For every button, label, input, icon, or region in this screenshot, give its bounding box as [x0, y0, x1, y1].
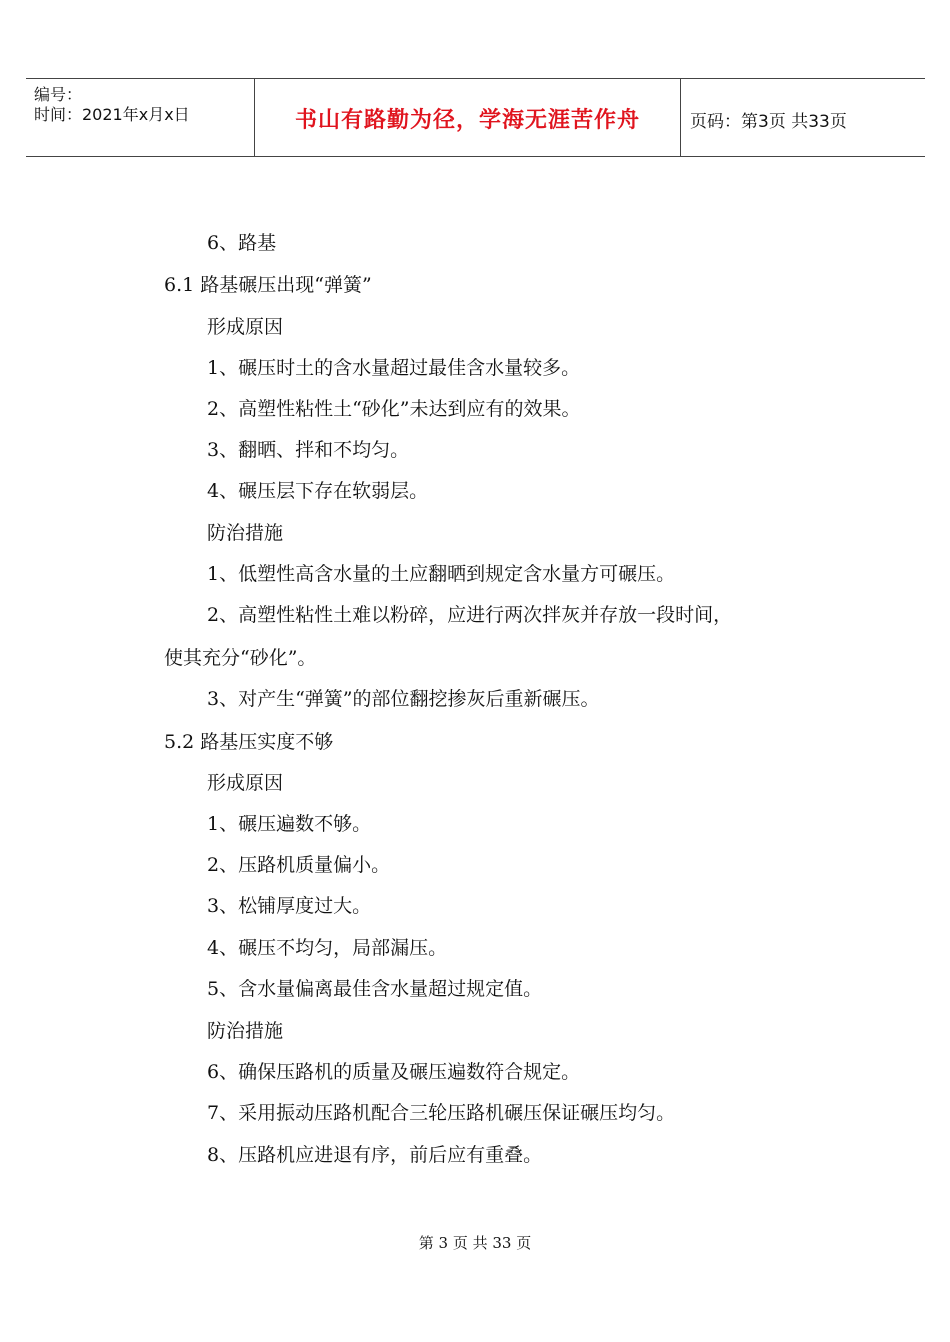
list-item: 4、碾压层下存在软弱层。 [207, 480, 429, 502]
list-item: 2、高塑性粘性土难以粉碎，应进行两次拌灰并存放一段时间， [207, 604, 733, 626]
document-time-label: 时间：2021年x月x日 [34, 105, 190, 124]
header-page-info: 页码：第3页 共33页 [690, 112, 847, 132]
list-item: 1、低塑性高含水量的土应翻晒到规定含水量方可碾压。 [207, 563, 676, 585]
list-item: 2、压路机质量偏小。 [207, 854, 391, 876]
subsection-heading: 6.1 路基碾压出现“弹簧” [164, 274, 372, 296]
list-item: 3、松铺厚度过大。 [207, 895, 372, 917]
list-item: 3、翻晒、拌和不均匀。 [207, 439, 410, 461]
list-item: 5、含水量偏离最佳含水量超过规定值。 [207, 978, 543, 1000]
list-item: 3、对产生“弹簧”的部位翻挖掺灰后重新碾压。 [207, 688, 600, 710]
list-item: 4、碾压不均匀，局部漏压。 [207, 937, 448, 959]
paragraph-label: 形成原因 [207, 316, 284, 338]
paragraph-label: 防治措施 [207, 522, 284, 544]
section-heading: 6、路基 [207, 232, 277, 254]
header-meta [34, 85, 190, 125]
header-divider [680, 79, 681, 156]
document-number-label: 编号： [34, 85, 83, 104]
subsection-heading: 5.2 路基压实度不够 [164, 731, 334, 753]
header-motto: 书山有路勤为径，学海无涯苦作舟 [294, 108, 640, 133]
list-item: 2、高塑性粘性土“砂化”未达到应有的效果。 [207, 398, 581, 420]
list-item: 6、确保压路机的质量及碾压遍数符合规定。 [207, 1061, 581, 1083]
paragraph-label: 防治措施 [207, 1020, 284, 1042]
page-footer: 第 3 页 共 33 页 [418, 1234, 532, 1252]
paragraph-label: 形成原因 [207, 772, 284, 794]
document-header [26, 78, 925, 157]
list-item: 1、碾压遍数不够。 [207, 813, 372, 835]
list-item: 1、碾压时土的含水量超过最佳含水量较多。 [207, 357, 581, 379]
list-item-continuation: 使其充分“砂化”。 [164, 647, 317, 669]
list-item: 7、采用振动压路机配合三轮压路机碾压保证碾压均匀。 [207, 1102, 676, 1124]
list-item: 8、压路机应进退有序，前后应有重叠。 [207, 1144, 543, 1166]
